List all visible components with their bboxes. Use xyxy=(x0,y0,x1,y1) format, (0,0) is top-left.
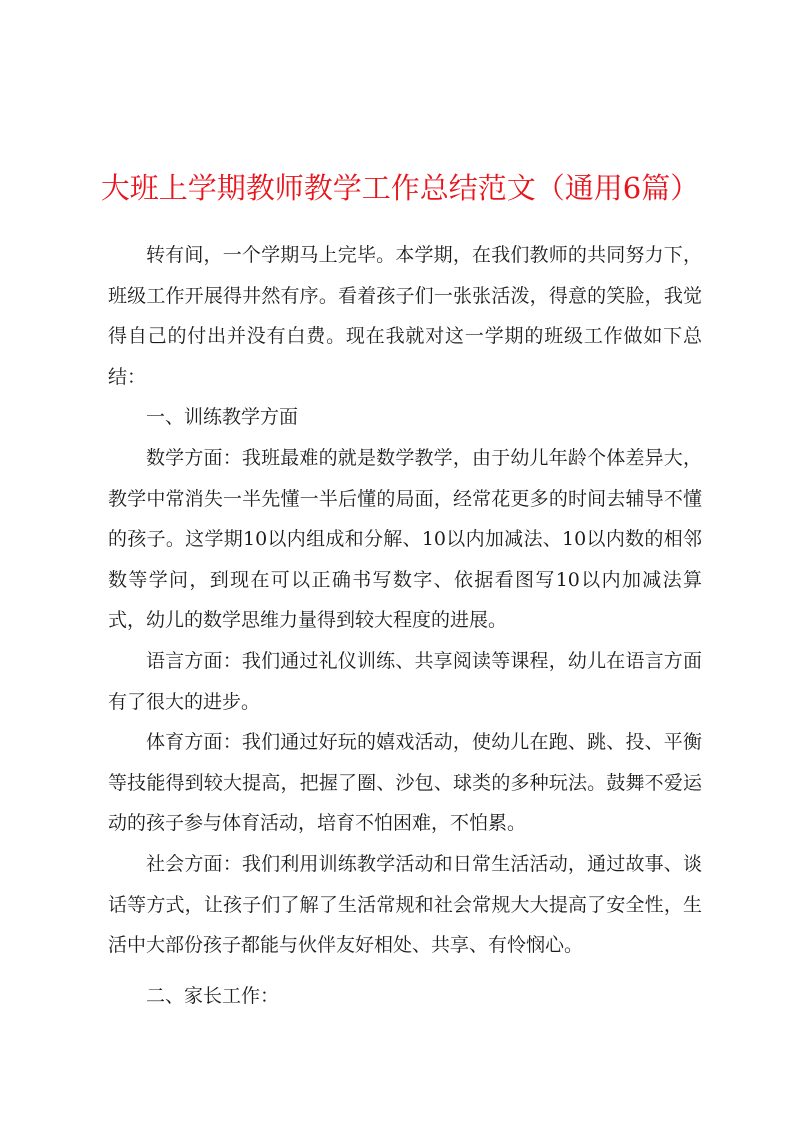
math-paragraph: 数学方面：我班最难的就是数学教学，由于幼儿年龄个体差异大，教学中常消失一半先懂一半后懂的局面，经常花更多的时间去辅导不懂的孩子。这学期10以内组成和分解、10以内加减法、10以内数的相邻数等学问，到现在可以正确书写数字、依据看图写10以内加减法算式，幼儿的数学思维力量得到较大程度的进展。 xyxy=(108,446,702,632)
social-paragraph: 社会方面：我们利用训练教学活动和日常生活活动，通过故事、谈话等方式，让孩子们了解了生活常规和社会常规大大提高了安全性，生活中大部份孩子都能与伙伴友好相处、共享、有怜悯心。 xyxy=(108,852,702,957)
section-heading-parents: 二、家长工作： xyxy=(146,984,280,1007)
document-body xyxy=(108,235,702,1016)
language-paragraph: 语言方面：我们通过礼仪训练、共享阅读等课程，幼儿在语言方面有了很大的进步。 xyxy=(108,649,702,713)
section-heading-teaching: 一、训练教学方面 xyxy=(146,406,299,429)
document-title: 大班上学期教师教学工作总结范文（通用6篇） xyxy=(100,171,700,205)
intro-paragraph: 转有间，一个学期马上完毕。本学期，在我们教师的共同努力下，班级工作开展得井然有序。看着孩子们一张张活泼，得意的笑脸，我觉得自己的付出并没有白费。现在我就对这一学期的班级工作做如下总结： xyxy=(108,244,702,388)
sports-paragraph: 体育方面：我们通过好玩的嬉戏活动，使幼儿在跑、跳、投、平衡等技能得到较大提高，把握了圈、沙包、球类的多种玩法。鼓舞不爱运动的孩子参与体育活动，培育不怕困难，不怕累。 xyxy=(108,731,702,835)
